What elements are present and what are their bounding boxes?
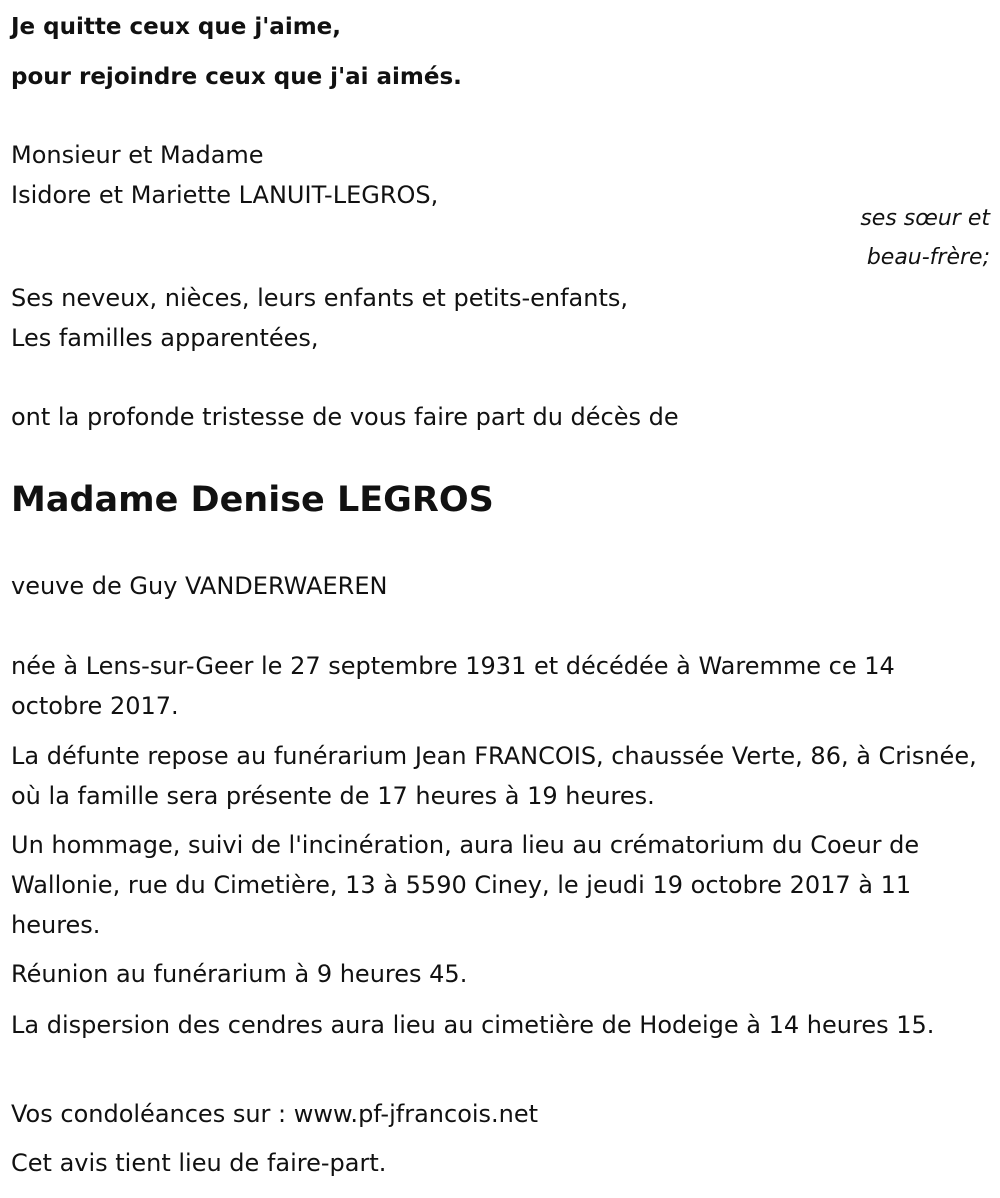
hommage-paragraph: Un hommage, suivi de l'incinération, aura lieu au crématorium du Coeur de Wallonie, rue du Cimetière, 13 à 5590 Ciney, le jeudi 19 octobre 2017 à 11 heures.: [11, 831, 920, 939]
family-line-4: Les familles apparentées,: [11, 324, 319, 352]
condolences-paragraph: Vos condoléances sur : www.pf-jfrancois.net: [11, 1100, 539, 1128]
dispersion-paragraph: La dispersion des cendres aura lieu au cimetière de Hodeige à 14 heures 15.: [11, 1011, 935, 1039]
epigraph-line-1: Je quitte ceux que j'aime,: [11, 14, 342, 40]
relation-line-2: beau-frère;: [866, 245, 990, 270]
deceased-name: Madame Denise LEGROS: [11, 480, 494, 520]
notice-paragraph: Cet avis tient lieu de faire-part.: [11, 1149, 387, 1177]
announcement: ont la profonde tristesse de vous faire part du décès de: [11, 403, 679, 431]
family-line-1: Monsieur et Madame: [11, 141, 264, 169]
widow-of: veuve de Guy VANDERWAEREN: [11, 572, 388, 600]
family-line-2: Isidore et Mariette LANUIT-LEGROS,: [11, 181, 439, 209]
birth-death-paragraph: née à Lens-sur-Geer le 27 septembre 1931 et décédée à Waremme ce 14 octobre 2017.: [11, 652, 895, 720]
family-line-3: Ses neveux, nièces, leurs enfants et petits-enfants,: [11, 284, 628, 312]
epigraph-line-2: pour rejoindre ceux que j'ai aimés.: [11, 64, 462, 90]
repose-paragraph: La défunte repose au funérarium Jean FRANCOIS, chaussée Verte, 86, à Crisnée, où la famille sera présente de 17 heures à 19 heures.: [11, 742, 977, 810]
reunion-paragraph: Réunion au funérarium à 9 heures 45.: [11, 960, 468, 988]
relation-line-1: ses sœur et: [860, 206, 990, 231]
